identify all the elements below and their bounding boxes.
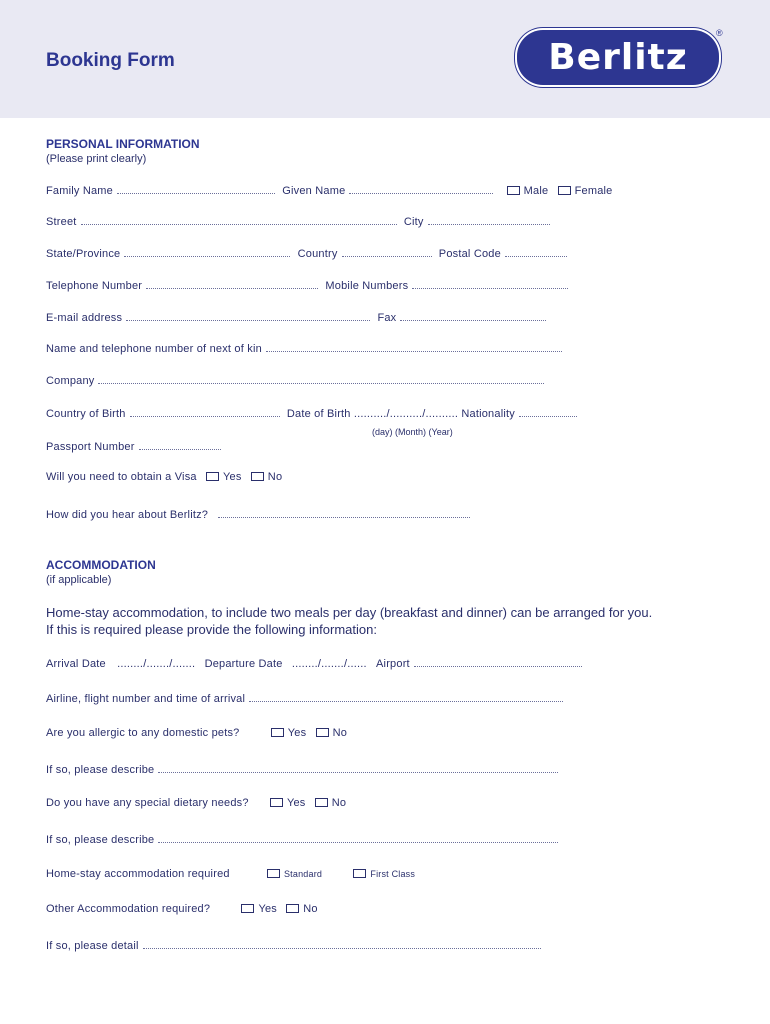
- first-class-checkbox[interactable]: [353, 869, 366, 878]
- personal-section-subtitle: (Please print clearly): [46, 153, 147, 165]
- hear-about-row: [46, 508, 474, 521]
- passport-label: Passport Number: [46, 441, 135, 453]
- visa-yes-checkbox[interactable]: [206, 472, 219, 481]
- other-accommodation-label: Other Accommodation required?: [46, 903, 211, 915]
- allergic-label: Are you allergic to any domestic pets?: [46, 727, 240, 739]
- email-field[interactable]: [126, 311, 370, 321]
- telephone-field[interactable]: [146, 279, 318, 289]
- name-row: [46, 184, 612, 197]
- male-checkbox[interactable]: [507, 186, 520, 195]
- dietary-no-checkbox[interactable]: [315, 798, 328, 807]
- accommodation-intro: [46, 604, 746, 638]
- describe-diet-label: If so, please describe: [46, 834, 155, 846]
- allergic-yes-label: Yes: [287, 727, 307, 739]
- detail-row: [46, 939, 545, 952]
- next-of-kin-field[interactable]: [266, 342, 562, 352]
- allergic-no-checkbox[interactable]: [316, 728, 329, 737]
- other-yes-label: Yes: [258, 903, 277, 915]
- date-of-birth-field[interactable]: ........../........../..........: [353, 408, 459, 420]
- nationality-label: Nationality: [461, 408, 515, 420]
- state-row: [46, 247, 571, 260]
- nationality-field[interactable]: [519, 407, 577, 417]
- arrival-row: [46, 657, 586, 670]
- personal-section-title: PERSONAL INFORMATION: [46, 137, 200, 151]
- visa-label: Will you need to obtain a Visa: [46, 471, 197, 483]
- fax-label: Fax: [377, 312, 397, 324]
- describe-diet-row: [46, 833, 562, 846]
- allergic-row: [46, 727, 347, 739]
- visa-row: [46, 471, 282, 483]
- family-name-field[interactable]: [117, 184, 275, 194]
- visa-no-label: No: [267, 471, 283, 483]
- intro-line-1: Home-stay accommodation, to include two meals per day (breakfast and dinner) can be arranged for you.: [46, 605, 653, 620]
- standard-checkbox[interactable]: [267, 869, 280, 878]
- country-label: Country: [297, 248, 338, 260]
- hear-about-field[interactable]: [218, 508, 470, 518]
- dietary-yes-label: Yes: [286, 797, 306, 809]
- detail-label: If so, please detail: [46, 940, 139, 952]
- airport-label: Airport: [376, 658, 410, 670]
- homestay-row: [46, 868, 415, 880]
- family-name-label: Family Name: [46, 185, 113, 197]
- company-row: [46, 374, 548, 387]
- describe-pets-field[interactable]: [158, 763, 558, 773]
- company-field[interactable]: [98, 374, 544, 384]
- page-header: [0, 0, 770, 118]
- mobile-label: Mobile Numbers: [325, 280, 409, 292]
- visa-no-checkbox[interactable]: [251, 472, 264, 481]
- street-field[interactable]: [81, 215, 397, 225]
- dietary-yes-checkbox[interactable]: [270, 798, 283, 807]
- country-field[interactable]: [342, 247, 432, 257]
- city-field[interactable]: [428, 215, 550, 225]
- phone-row: [46, 279, 572, 292]
- accommodation-section-title: ACCOMMODATION: [46, 558, 156, 572]
- passport-row: [46, 440, 225, 453]
- postal-code-field[interactable]: [505, 247, 567, 257]
- country-of-birth-label: Country of Birth: [46, 408, 126, 420]
- page-title: Booking Form: [46, 50, 175, 71]
- allergic-yes-checkbox[interactable]: [271, 728, 284, 737]
- arrival-date-label: Arrival Date: [46, 658, 106, 670]
- state-field[interactable]: [124, 247, 290, 257]
- dietary-label: Do you have any special dietary needs?: [46, 797, 249, 809]
- accommodation-section-subtitle: (if applicable): [46, 574, 112, 586]
- airline-field[interactable]: [249, 692, 563, 702]
- airline-label: Airline, flight number and time of arrival: [46, 693, 246, 705]
- company-label: Company: [46, 375, 95, 387]
- next-of-kin-row: [46, 342, 566, 355]
- describe-pets-row: [46, 763, 562, 776]
- dietary-row: [46, 797, 346, 809]
- date-of-birth-label: Date of Birth: [286, 408, 351, 420]
- next-of-kin-label: Name and telephone number of next of kin: [46, 343, 262, 355]
- homestay-label: Home-stay accommodation required: [46, 868, 230, 880]
- airport-field[interactable]: [414, 657, 582, 667]
- departure-date-label: Departure Date: [204, 658, 283, 670]
- berlitz-logo: Berlitz: [517, 30, 719, 85]
- allergic-no-label: No: [332, 727, 348, 739]
- detail-field[interactable]: [143, 939, 541, 949]
- telephone-label: Telephone Number: [46, 280, 143, 292]
- date-format-hint: (day) (Month) (Year): [372, 427, 453, 437]
- female-checkbox[interactable]: [558, 186, 571, 195]
- describe-pets-label: If so, please describe: [46, 764, 155, 776]
- intro-line-2: If this is required please provide the following information:: [46, 622, 377, 637]
- describe-diet-field[interactable]: [158, 833, 558, 843]
- passport-field[interactable]: [139, 440, 221, 450]
- registered-mark: ®: [716, 28, 723, 38]
- other-no-checkbox[interactable]: [286, 904, 299, 913]
- birth-row: [46, 407, 581, 420]
- standard-label: Standard: [283, 869, 323, 879]
- arrival-date-field[interactable]: ......../......./.......: [117, 658, 196, 670]
- airline-row: [46, 692, 567, 705]
- address-row: [46, 215, 554, 228]
- street-label: Street: [46, 216, 77, 228]
- country-of-birth-field[interactable]: [130, 407, 280, 417]
- city-label: City: [403, 216, 424, 228]
- visa-yes-label: Yes: [222, 471, 242, 483]
- email-label: E-mail address: [46, 312, 123, 324]
- departure-date-field[interactable]: ......../......./......: [291, 658, 367, 670]
- male-label: Male: [523, 185, 549, 197]
- fax-field[interactable]: [400, 311, 546, 321]
- other-yes-checkbox[interactable]: [241, 904, 254, 913]
- given-name-label: Given Name: [282, 185, 346, 197]
- hear-about-label: How did you hear about Berlitz?: [46, 509, 209, 521]
- postal-code-label: Postal Code: [438, 248, 501, 260]
- state-label: State/Province: [46, 248, 121, 260]
- mobile-field[interactable]: [412, 279, 568, 289]
- given-name-field[interactable]: [349, 184, 493, 194]
- dietary-no-label: No: [331, 797, 347, 809]
- other-no-label: No: [303, 903, 318, 915]
- female-label: Female: [574, 185, 613, 197]
- first-class-label: First Class: [370, 869, 416, 879]
- email-row: [46, 311, 550, 324]
- other-accommodation-row: [46, 903, 318, 915]
